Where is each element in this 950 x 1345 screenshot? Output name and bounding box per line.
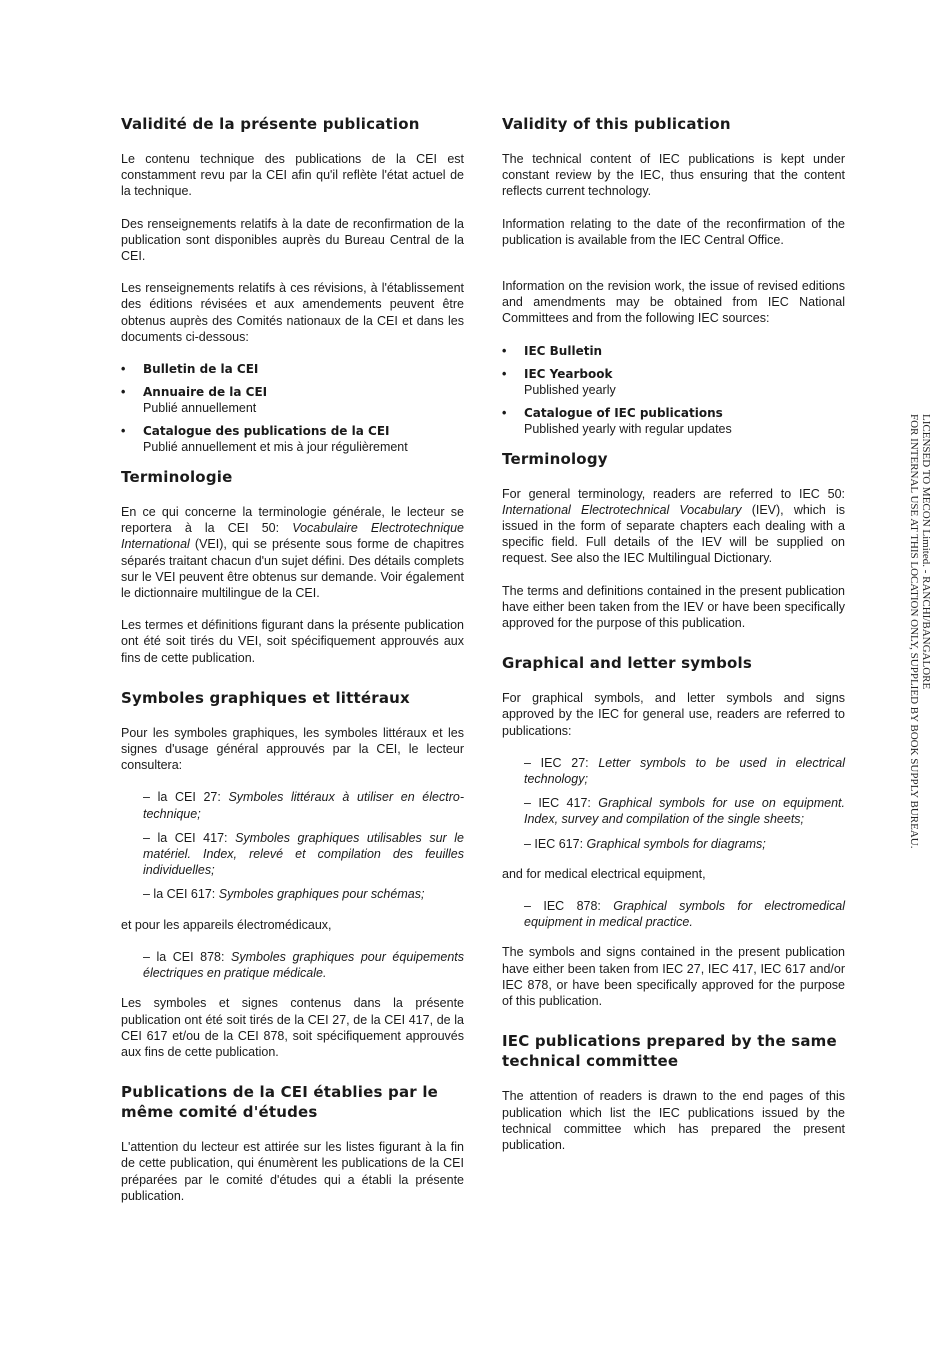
bullet-icon: • <box>121 362 126 377</box>
paragraph: Des renseignements relatifs à la date de reconfirmation de la publication sont disponibles auprès du Bureau Central de la CEI. <box>121 216 464 264</box>
std-title: Symboles graphiques pour équipements électriques en pratique médicale. <box>143 949 464 981</box>
std-title: Symboles graphiques utilisables sur le matériel. Index, relevé et compilation des feuilles individuelles; <box>143 830 464 878</box>
std-ref: – IEC 878: <box>524 899 614 914</box>
item-subtitle: Published yearly <box>524 382 616 397</box>
section-heading-publications-en: IEC publications prepared by the same technical committee <box>502 1032 837 1071</box>
std-title: Letter symbols to be used in electrical technology; <box>524 755 845 787</box>
std-title: Symboles graphiques pour schémas; <box>218 887 425 902</box>
section-heading-terminology-fr: Terminologie <box>121 468 233 487</box>
std-title: Graphical symbols for electromedical equipment in medical practice. <box>524 899 845 930</box>
section-heading-symbols-en: Graphical and letter symbols <box>502 654 753 673</box>
list-item <box>143 886 464 902</box>
std-title: Graphical symbols for diagrams; <box>586 836 766 851</box>
item-subtitle: Published yearly with regular updates <box>524 421 732 436</box>
paragraph: The terms and definitions contained in the present publication have either been taken from the IEV or have been specifically approved for the purpose of this publication. <box>502 583 845 631</box>
list-item <box>502 343 845 359</box>
title-italic: International Electrotechnical Vocabulary <box>502 502 742 517</box>
bullet-icon: • <box>121 424 126 439</box>
bullet-icon: • <box>502 366 507 381</box>
english-column <box>502 114 845 1169</box>
list-item <box>524 836 845 852</box>
item-title: Catalogue des publications de la CEI <box>143 424 390 439</box>
std-ref: – la CEI 878: <box>143 949 232 964</box>
license-line-2: FOR INTERNAL USE AT THIS LOCATION ONLY, SUPPLIED BY BOOK SUPPLY BUREAU. <box>908 414 920 849</box>
list-item <box>502 366 845 398</box>
paragraph: Information relating to the date of the reconfirmation of the publication is available from the IEC Central Office. <box>502 216 845 247</box>
std-ref: – IEC 417: <box>524 796 599 811</box>
text-run: En ce qui concerne la terminologie générale, le lecteur se reportera à la CEI 50: <box>121 505 464 536</box>
list-item <box>502 405 845 437</box>
text-run: For general terminology, readers are referred to IEC 50: <box>502 486 845 501</box>
source-list <box>502 343 845 437</box>
std-ref: – la CEI 617: <box>143 887 219 902</box>
list-item <box>143 830 464 879</box>
item-title: IEC Yearbook <box>524 366 613 381</box>
list-item <box>143 949 464 981</box>
paragraph: Information on the revision work, the issue of revised editions and amendments may be obtained from IEC National Committees and from the following IEC sources: <box>502 279 845 326</box>
bullet-icon: • <box>121 385 126 400</box>
standards-list <box>502 898 845 930</box>
section-heading-symbols-fr: Symboles graphiques et littéraux <box>121 688 410 707</box>
section-heading-validity-fr: Validité de la présente publication <box>121 115 420 133</box>
french-column <box>121 114 464 1220</box>
standards-list <box>502 755 845 852</box>
source-list <box>121 361 464 455</box>
bullet-icon: • <box>502 343 507 358</box>
std-ref: – IEC 617: <box>524 836 587 851</box>
paragraph: The attention of readers is drawn to the end pages of this publication which list the IEC publications issued by the technical committee which has prepared the present publication. <box>502 1089 845 1152</box>
license-notice <box>908 414 932 934</box>
std-ref: – IEC 27: <box>524 755 599 770</box>
list-item <box>524 755 845 787</box>
section-heading-terminology-en: Terminology <box>502 449 608 468</box>
item-subtitle: Publié annuellement et mis à jour régulièrement <box>143 440 408 455</box>
standards-list <box>121 949 464 981</box>
paragraph: L'attention du lecteur est attirée sur les listes figurant à la fin de cette publication, qui énumèrent les publications de la CEI préparées par le comité d'études qui a établi la présente publication. <box>121 1140 464 1203</box>
std-ref: – la CEI 417: <box>143 830 236 845</box>
list-item <box>121 384 464 416</box>
item-subtitle: Publié annuellement <box>143 401 257 416</box>
paragraph: and for medical electrical equipment, <box>502 866 706 881</box>
text-run: (IEV), which is issued in the form of separate chapters each dealing with a specific field. Full details of the IEV will be supplied on request. See also the IEC Multilingual Dictionary. <box>502 502 845 566</box>
text-run: (VEI), qui se présente sous forme de chapitres séparés traitant chacun d'un sujet défini. Des détails complets sur le VEI peuvent être obtenus sur demande. Voir également le dictionnaire multilingue de la CEI. <box>121 537 464 601</box>
paragraph: The symbols and signs contained in the present publication have either been taken from IEC 27, IEC 417, IEC 617 and/or IEC 878, or have been specifically approved for the purpose of this publication. <box>502 945 845 1009</box>
paragraph: For graphical symbols, and letter symbols and signs approved by the IEC for general use, readers are referred to publications: <box>502 691 845 738</box>
paragraph: Le contenu technique des publications de la CEI est constamment revu par la CEI afin qu'il reflète l'état actuel de la technique. <box>121 152 464 199</box>
paragraph: et pour les appareils électromédicaux, <box>121 917 332 932</box>
paragraph <box>121 504 464 601</box>
paragraph: The technical content of IEC publications is kept under constant review by the IEC, thus ensuring that the content reflects current technology. <box>502 152 845 199</box>
paragraph: Les renseignements relatifs à ces révisions, à l'établissement des éditions révisées et aux amendements peuvent être obtenus auprès des Comités nationaux de la CEI et dans les documents ci-dessous: <box>121 281 464 344</box>
list-item <box>143 789 464 821</box>
list-item <box>121 423 464 455</box>
paragraph: Les symboles et signes contenus dans la présente publication ont été soit tirés de la CEI 27, de la CEI 417, de la CEI 617 et/ou de la CEI 878, soit spécifiquement approuvés aux fins de cette publication. <box>121 996 464 1059</box>
title-italic: Vocabulaire Electrotechnique International <box>121 521 465 552</box>
item-title: IEC Bulletin <box>524 343 603 358</box>
bullet-icon: • <box>502 405 507 420</box>
paragraph <box>502 486 845 567</box>
item-title: Catalogue of IEC publications <box>524 405 723 420</box>
std-ref: – la CEI 27: <box>143 790 229 805</box>
list-item <box>524 795 845 827</box>
paragraph: Pour les symboles graphiques, les symboles littéraux et les signes d'usage général approuvés par la CEI, le lecteur consultera: <box>121 725 464 773</box>
standards-list <box>121 789 464 902</box>
license-line-1: LICENSED TO MECON Limited. - RANCHI/BANGALORE <box>920 414 932 690</box>
std-title: Symboles littéraux à utiliser en électro-technique; <box>143 790 464 821</box>
std-title: Graphical symbols for use on equipment. Index, survey and compilation of the single sheets; <box>524 796 845 827</box>
paragraph: Les termes et définitions figurant dans la présente publication ont été soit tirés du VEI, soit spécifiquement approuvés aux fins de cette publication. <box>121 618 464 665</box>
list-item <box>121 361 464 377</box>
item-title: Bulletin de la CEI <box>143 362 259 377</box>
section-heading-publications-fr: Publications de la CEI établies par le même comité d'études <box>121 1083 439 1122</box>
item-title: Annuaire de la CEI <box>143 385 268 400</box>
section-heading-validity-en: Validity of this publication <box>502 115 731 133</box>
list-item <box>524 898 845 930</box>
